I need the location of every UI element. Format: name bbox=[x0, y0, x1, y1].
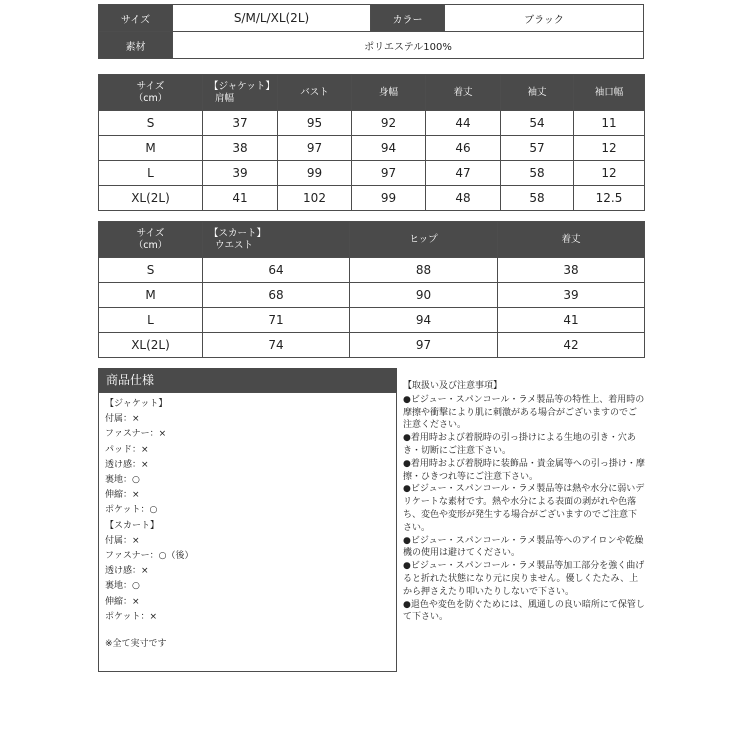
column-header: ウエスト bbox=[215, 239, 254, 251]
corner-size-label: サイズ bbox=[136, 80, 165, 92]
spec-line: 付属：× bbox=[105, 535, 140, 546]
corner-unit-label: （cm） bbox=[133, 239, 168, 251]
jacket-group-label: 【ジャケット】 bbox=[209, 80, 275, 92]
column-header: 着丈 bbox=[498, 222, 645, 258]
size-cell: XL(2L) bbox=[99, 186, 203, 211]
size-cell: S bbox=[99, 111, 203, 136]
value-cell: 97 bbox=[350, 333, 498, 358]
skirt-header-row bbox=[99, 222, 645, 258]
color-label: カラー bbox=[371, 5, 445, 32]
care-item: ●退色や変色を防ぐためには、風通しの良い暗所にて保管して下さい。 bbox=[403, 599, 645, 623]
spec-line: 透け感：× bbox=[105, 566, 149, 577]
value-cell: 12.5 bbox=[574, 186, 645, 211]
value-cell: 47 bbox=[426, 161, 501, 186]
value-cell: 58 bbox=[501, 161, 574, 186]
care-notes bbox=[403, 380, 645, 624]
jacket-header-row bbox=[99, 75, 645, 111]
value-cell: 11 bbox=[574, 111, 645, 136]
product-info-table bbox=[98, 4, 644, 59]
value-cell: 92 bbox=[352, 111, 426, 136]
value-cell: 41 bbox=[498, 308, 645, 333]
size-cell: L bbox=[99, 308, 203, 333]
value-cell: 12 bbox=[574, 136, 645, 161]
size-value: S/M/L/XL(2L) bbox=[173, 5, 371, 32]
jacket-corner-header bbox=[99, 75, 203, 111]
value-cell: 54 bbox=[501, 111, 574, 136]
column-header: ヒップ bbox=[350, 222, 498, 258]
corner-unit-label: （cm） bbox=[133, 92, 168, 104]
spec-line: ファスナー：○（後） bbox=[105, 551, 194, 562]
size-cell: XL(2L) bbox=[99, 333, 203, 358]
spec-line: 伸縮：× bbox=[105, 490, 140, 501]
value-cell: 102 bbox=[278, 186, 352, 211]
value-cell: 41 bbox=[203, 186, 278, 211]
table-row bbox=[99, 111, 645, 136]
size-cell: M bbox=[99, 283, 203, 308]
value-cell: 12 bbox=[574, 161, 645, 186]
spec-line: 付属：× bbox=[105, 414, 140, 425]
table-row bbox=[99, 136, 645, 161]
color-value: ブラック bbox=[445, 5, 644, 32]
value-cell: 44 bbox=[426, 111, 501, 136]
value-cell: 99 bbox=[352, 186, 426, 211]
size-cell: L bbox=[99, 161, 203, 186]
column-header: 袖丈 bbox=[501, 75, 574, 111]
spec-line: 伸縮：× bbox=[105, 596, 140, 607]
spec-line: 【ジャケット】 bbox=[105, 399, 168, 409]
value-cell: 64 bbox=[203, 258, 350, 283]
value-cell: 37 bbox=[203, 111, 278, 136]
info-row bbox=[99, 32, 644, 59]
value-cell: 39 bbox=[498, 283, 645, 308]
table-row bbox=[99, 308, 645, 333]
value-cell: 97 bbox=[278, 136, 352, 161]
value-cell: 42 bbox=[498, 333, 645, 358]
corner-size-label: サイズ bbox=[136, 227, 165, 239]
value-cell: 88 bbox=[350, 258, 498, 283]
care-item: ●着用時および着脱時に装飾品・貴金属等への引っ掛け・摩擦・ひきつれ等にご注意下さい。 bbox=[403, 458, 645, 482]
care-item: ●ビジュー・スパンコール・ラメ製品等は熱や水分に弱いデリケートな素材です。熱や水分による表面の剥がれや色落ち、変色や変形が発生する場合がございますのでご注意下さい。 bbox=[403, 484, 645, 533]
spec-line: 裏地：○ bbox=[105, 475, 140, 486]
table-row bbox=[99, 283, 645, 308]
value-cell: 58 bbox=[501, 186, 574, 211]
material-value: ポリエステル100% bbox=[173, 32, 644, 59]
value-cell: 71 bbox=[203, 308, 350, 333]
jacket-size-table bbox=[98, 74, 645, 211]
column-header: 身幅 bbox=[352, 75, 426, 111]
size-cell: M bbox=[99, 136, 203, 161]
table-row bbox=[99, 161, 645, 186]
care-item: ●ビジュー・スパンコール・ラメ製品等の特性上、着用時の摩擦や衝撃により肌に刺激がある場合がございますのでご注意ください。 bbox=[403, 394, 645, 431]
spec-line: パッド：× bbox=[105, 444, 149, 455]
size-cell: S bbox=[99, 258, 203, 283]
care-item: ●ビジュー・スパンコール・ラメ製品等へのアイロンや乾燥機の使用は避けてください。 bbox=[403, 535, 644, 559]
table-row bbox=[99, 333, 645, 358]
skirt-corner-header bbox=[99, 222, 203, 258]
value-cell: 57 bbox=[501, 136, 574, 161]
spec-line: ファスナー：× bbox=[105, 429, 167, 440]
skirt-group-label: 【スカート】 bbox=[209, 227, 267, 239]
material-label: 素材 bbox=[99, 32, 173, 59]
care-item: ●着用時および着脱時の引っ掛けによる生地の引き・穴あき・切断にご注意下さい。 bbox=[403, 433, 636, 456]
spec-line: 透け感：× bbox=[105, 459, 149, 470]
care-title: 【取扱い及び注意事項】 bbox=[403, 381, 503, 391]
value-cell: 68 bbox=[203, 283, 350, 308]
skirt-size-table bbox=[98, 221, 645, 358]
spec-line: ポケット：○ bbox=[105, 505, 158, 516]
info-row bbox=[99, 5, 644, 32]
care-item: ●ビジュー・スパンコール・ラメ製品等加工部分を強く曲げると折れた状態になり元に戻りません。優しくたたみ、上から押さえたり叩いたりしないで下さい。 bbox=[403, 561, 645, 597]
column-header: 袖口幅 bbox=[574, 75, 645, 111]
value-cell: 94 bbox=[350, 308, 498, 333]
spec-title: 商品仕様 bbox=[98, 368, 397, 392]
spec-line: 【スカート】 bbox=[105, 520, 160, 531]
measurement-note: ※全て実寸です bbox=[105, 639, 167, 650]
spec-line: 裏地：○ bbox=[105, 581, 140, 592]
spec-line: ポケット：× bbox=[105, 611, 158, 622]
value-cell: 74 bbox=[203, 333, 350, 358]
value-cell: 94 bbox=[352, 136, 426, 161]
table-row bbox=[99, 258, 645, 283]
value-cell: 39 bbox=[203, 161, 278, 186]
value-cell: 99 bbox=[278, 161, 352, 186]
value-cell: 48 bbox=[426, 186, 501, 211]
value-cell: 38 bbox=[498, 258, 645, 283]
size-label: サイズ bbox=[99, 5, 173, 32]
table-row bbox=[99, 186, 645, 211]
jacket-first-header bbox=[203, 75, 278, 111]
value-cell: 97 bbox=[352, 161, 426, 186]
column-header: 着丈 bbox=[426, 75, 501, 111]
column-header: バスト bbox=[278, 75, 352, 111]
value-cell: 90 bbox=[350, 283, 498, 308]
value-cell: 38 bbox=[203, 136, 278, 161]
skirt-first-header bbox=[203, 222, 350, 258]
value-cell: 46 bbox=[426, 136, 501, 161]
value-cell: 95 bbox=[278, 111, 352, 136]
column-header: 肩幅 bbox=[215, 92, 235, 104]
spec-box bbox=[98, 392, 397, 672]
